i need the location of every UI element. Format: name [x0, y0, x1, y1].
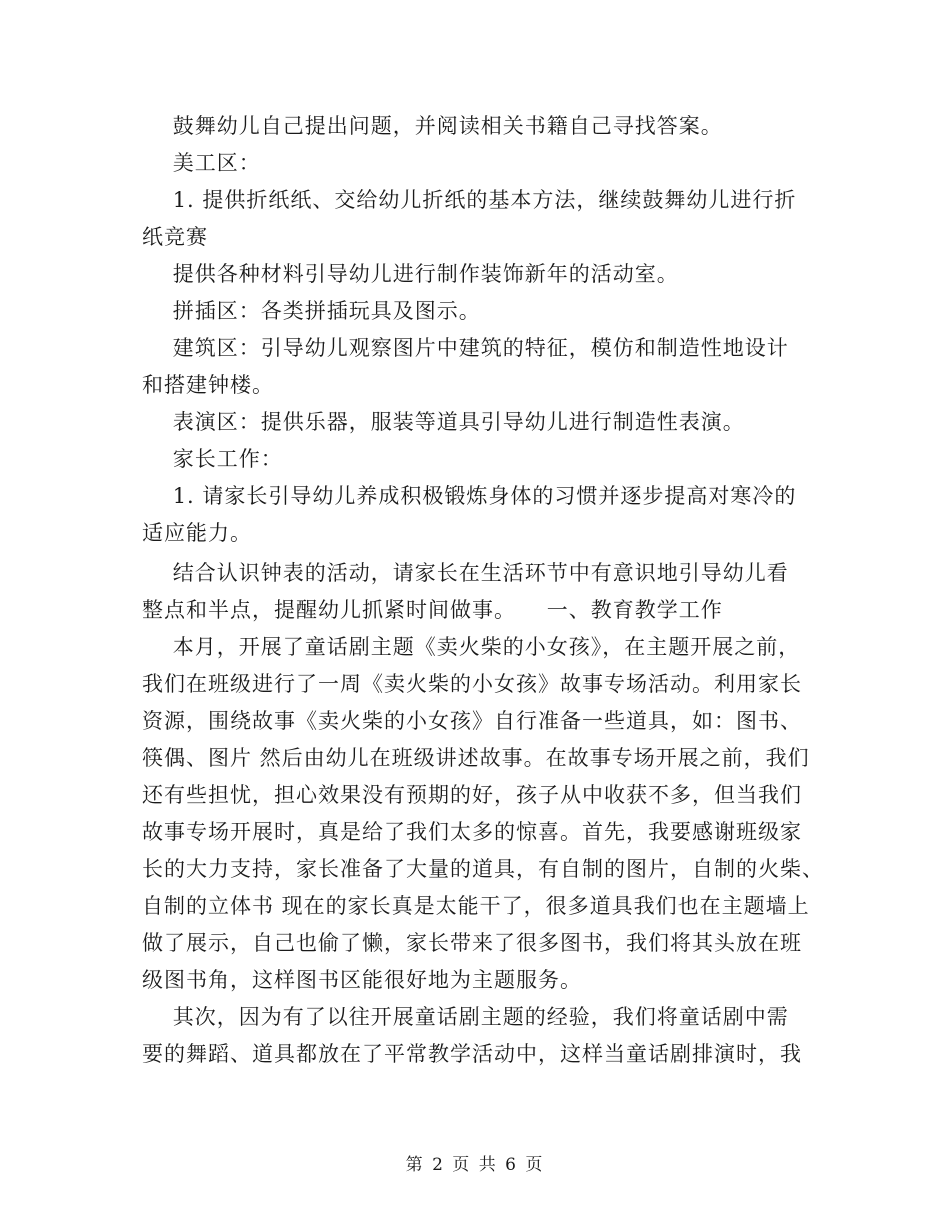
text-line: 美工区：	[142, 151, 261, 175]
page-number-footer: 第 2 页 共 6 页	[405, 1155, 545, 1175]
text-line: 自制的立体书 现在的家长真是太能干了，很多道具我们也在主题墙上	[142, 894, 810, 918]
text-line: 要的舞蹈、道具都放在了平常教学活动中，这样当童话剧排演时，我	[142, 1042, 802, 1066]
text-line: 资源，围绕故事《卖火柴的小女孩》自行准备一些道具，如：图书、	[142, 709, 802, 733]
text-line: 1. 请家长引导幼儿养成积极锻炼身体的习惯并逐步提高对寒冷的	[142, 484, 797, 508]
text-line: 整点和半点，提醒幼儿抓紧时间做事。 一、教育教学工作	[142, 598, 723, 622]
text-line: 还有些担忧，担心效果没有预期的好，孩子从中收获不多，但当我们	[142, 783, 802, 807]
text-line: 故事专场开展时，真是给了我们太多的惊喜。首先，我要感谢班级家	[142, 820, 802, 844]
text-line: 拼插区：各类拼插玩具及图示。	[142, 299, 481, 323]
text-line: 筷偶、图片 然后由幼儿在班级讲述故事。在故事专场开展之前，我们	[142, 746, 810, 770]
text-line: 结合认识钟表的活动，请家长在生活环节中有意识地引导幼儿看	[142, 561, 789, 585]
text-line: 家长工作：	[142, 447, 283, 471]
text-line: 1. 提供折纸纸、交给幼儿折纸的基本方法，继续鼓舞幼儿进行折	[142, 188, 797, 212]
text-line: 提供各种材料引导幼儿进行制作装饰新年的活动室。	[142, 262, 679, 286]
text-line: 做了展示，自己也偷了懒，家长带来了很多图书，我们将其头放在班	[142, 931, 802, 955]
text-line: 长的大力支持，家长准备了大量的道具，有自制的图片，自制的火柴、	[142, 857, 824, 881]
text-line: 和搭建钟楼。	[142, 373, 274, 397]
text-line: 其次，因为有了以往开展童话剧主题的经验，我们将童话剧中需	[142, 1005, 789, 1029]
text-line: 本月，开展了童话剧主题《卖火柴的小女孩》，在主题开展之前，	[142, 635, 801, 659]
text-line: 我们在班级进行了一周《卖火柴的小女孩》故事专场活动。利用家长	[142, 672, 802, 696]
text-line: 表演区：提供乐器，服装等道具引导幼儿进行制造性表演。	[142, 410, 745, 434]
text-line: 建筑区：引导幼儿观察图片中建筑的特征，模仿和制造性地设计	[142, 336, 789, 360]
text-line: 纸竞赛	[142, 225, 208, 249]
text-line: 适应能力。	[142, 521, 252, 545]
text-line: 鼓舞幼儿自己提出问题，并阅读相关书籍自己寻找答案。	[142, 114, 723, 138]
text-line: 级图书角，这样图书区能很好地为主题服务。	[142, 968, 582, 992]
